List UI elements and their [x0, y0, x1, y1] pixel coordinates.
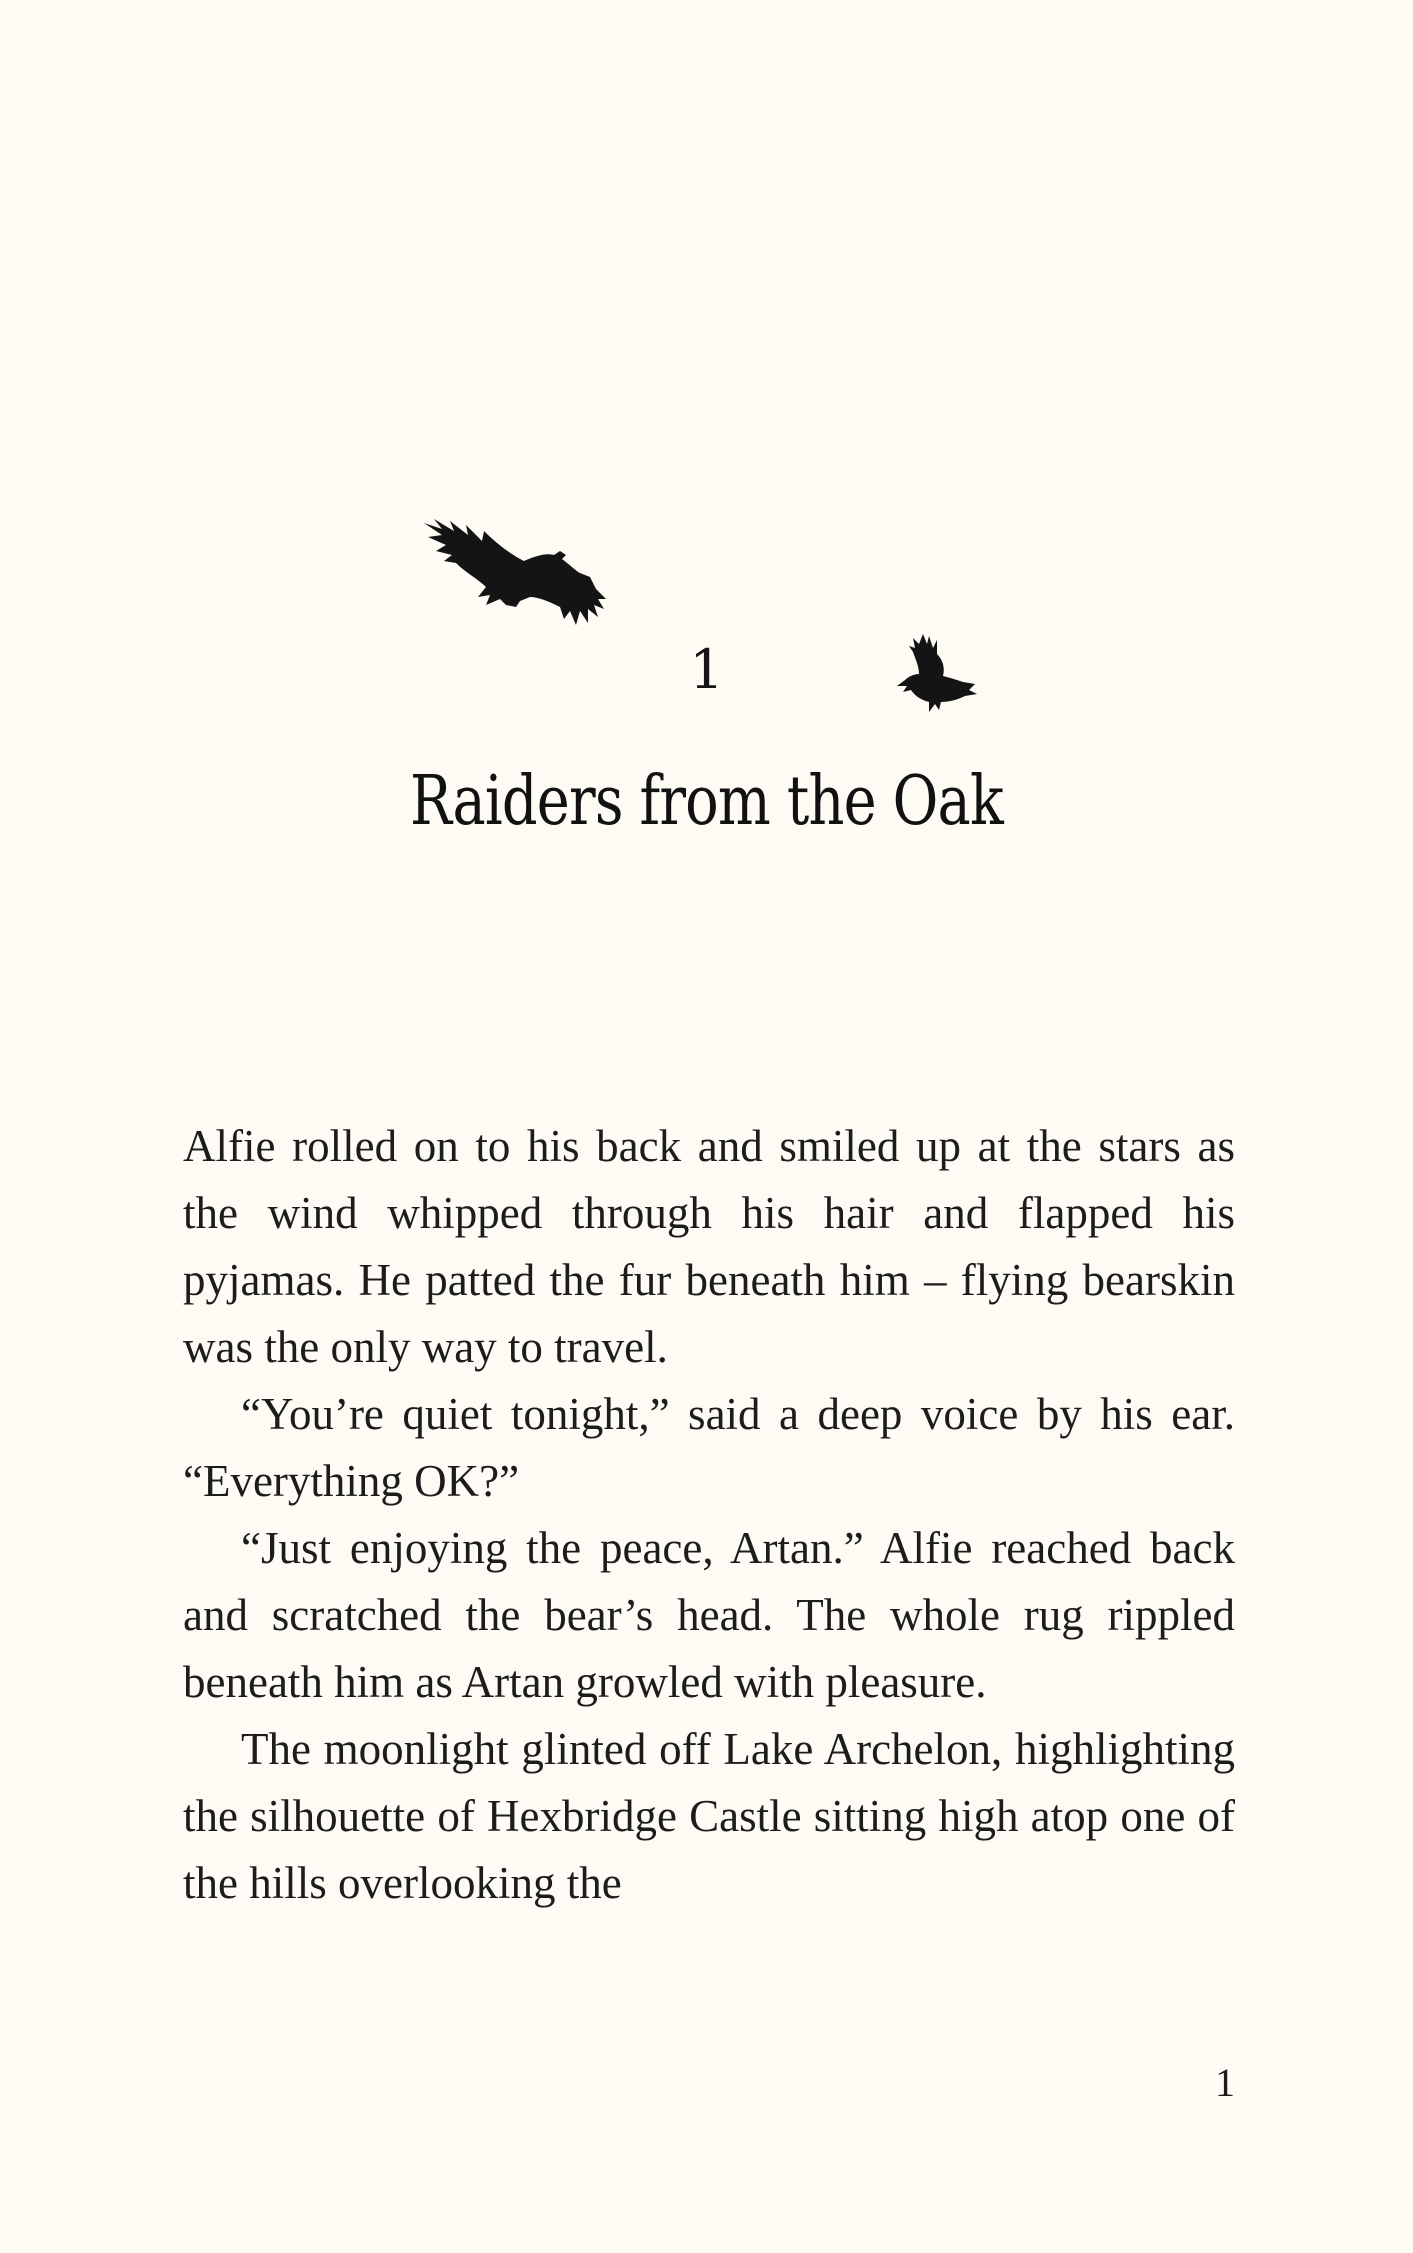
page-number: 1 — [1215, 2060, 1235, 2105]
paragraph: Alfie rolled on to his back and smiled up at the stars as the wind whipped through his hair and flapped his pyjamas. He patted the fur beneath him – flying bearskin was the only way to travel. — [183, 1121, 1235, 1372]
paragraph: “Just enjoying the peace, Artan.” Alfie reached back and scratched the bear’s head. The whole rug rippled beneath him as Artan growled with pleasure. — [183, 1523, 1235, 1707]
chapter-title: Raiders from the Oak — [410, 762, 1003, 841]
flying-raven-icon — [420, 515, 610, 630]
paragraph: The moonlight glinted off Lake Archelon, highlighting the silhouette of Hexbridge Castle sitting high atop one of the hills overlooking the — [183, 1724, 1235, 1908]
paragraph: “You’re quiet tonight,” said a deep voice by his ear. “Everything OK?” — [183, 1389, 1235, 1506]
chapter-number: 1 — [689, 638, 724, 701]
chapter-body — [183, 1113, 1235, 1917]
